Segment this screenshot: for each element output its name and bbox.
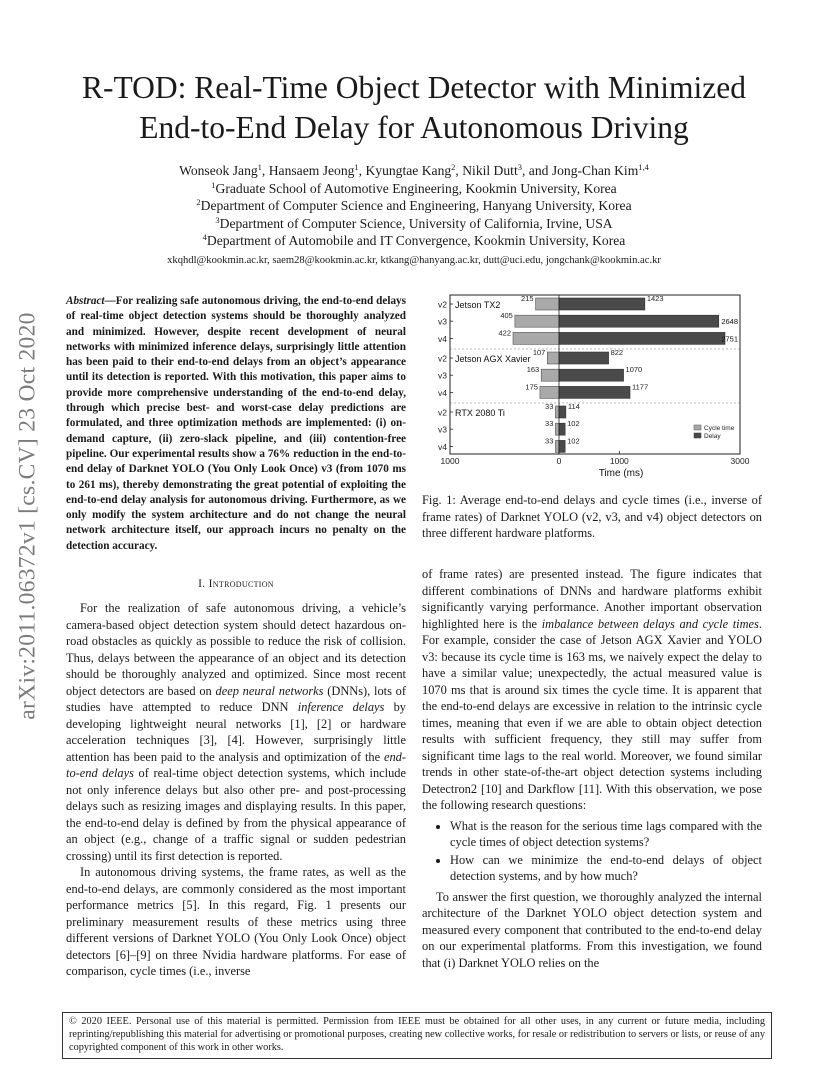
author-2: Hansaem Jeong$^1$, bbox=[268, 162, 366, 178]
cycle-time-bar bbox=[555, 440, 559, 452]
x-tick-label: 0 bbox=[556, 456, 562, 466]
delay-bar bbox=[559, 315, 719, 327]
legend-label-delay: Delay bbox=[704, 433, 721, 440]
cycle-time-label: 175 bbox=[525, 382, 538, 392]
cycle-time-bar bbox=[513, 332, 559, 344]
delay-label: 2751 bbox=[721, 334, 738, 344]
delay-label: 1177 bbox=[632, 382, 649, 392]
author-block bbox=[40, 162, 788, 269]
cycle-time-label: 107 bbox=[532, 348, 546, 357]
cycle-time-bar bbox=[541, 369, 559, 381]
author-1: Wonseok Jang$^1$, bbox=[179, 162, 269, 178]
affiliation-2: $^2$Department of Computer Science and Engineering, Hanyang University, Korea bbox=[196, 197, 632, 213]
delay-label: 102 bbox=[567, 436, 580, 446]
affiliation-3: $^3$Department of Computer Science, University of California, Irvine, USA bbox=[215, 214, 613, 231]
cycle-time-bar bbox=[555, 406, 559, 418]
right-paragraph-2: To answer the first question, we thoroughly analyzed the internal architecture of the Darknet YOLO object detection system and measured every component that contributed to the end-to-end delay on our experimental platforms. From this investigation, we found that (i) Darknet YOLO relies on the bbox=[422, 889, 762, 970]
x-tick-label: 1000 bbox=[609, 456, 629, 466]
delay-bar bbox=[559, 298, 645, 310]
cycle-time-label: 163 bbox=[526, 365, 540, 375]
delay-bar bbox=[559, 369, 624, 381]
y-tick-label: v4 bbox=[438, 441, 447, 452]
figure-1-caption: Fig. 1: Average end-to-end delays and cycle times (i.e., inverse of frame rates) of Darknet YOLO (v2, v3, and v4) object detectors on three different hardware platforms. bbox=[422, 493, 762, 540]
x-tick-label: 3000 bbox=[730, 456, 750, 466]
cycle-time-label: 405 bbox=[500, 311, 513, 321]
right-column bbox=[422, 566, 762, 971]
y-tick-label: v3 bbox=[438, 316, 447, 327]
paper-title bbox=[40, 68, 788, 148]
cycle-time-bar bbox=[536, 298, 559, 310]
delay-bar bbox=[559, 332, 725, 344]
cycle-time-bar bbox=[515, 315, 559, 327]
delay-label: 822 bbox=[610, 348, 624, 357]
cycle-time-label: 215 bbox=[521, 294, 534, 303]
intro-paragraph-1: For the realization of safe autonomous driving, a vehicle’s camera-based object detection system should detect hazardous on-road obstacles as quickly as possible to reduce the risk of collision. Thus, delays between the appearance of an object and its detection should be thoroughly analyzed and optimized. Since most recent object detectors are based on deep neural networks (DNNs), lots of studies have attempted to reduce DNN inference delays by developing lightweight neural networks [1], [2] or hardware acceleration techniques [3], [4]. However, surprisingly little attention has been paid to the analysis and optimization of the end-to-end delays of real-time object detection systems, which include not only inference delays but also other pre- and post-processing delays such as resizing images and displaying results. In this paper, the end-to-end delay is defined by from the physical appearance of an object (e.g., change of a traffic signal or sudden pedestrian crossing) until its first detection is reported. bbox=[66, 601, 407, 863]
delay-bar bbox=[559, 423, 565, 435]
group-label: RTX 2080 Ti bbox=[455, 408, 505, 418]
title-line-1: R-TOD: Real-Time Object Detector with Minimized bbox=[81, 70, 746, 105]
affiliation-1: $^1$Graduate School of Automotive Engineering, Kookmin University, Korea bbox=[211, 179, 617, 196]
copyright-notice: © 2020 IEEE. Personal use of this material is permitted. Permission from IEEE must be obtained for all other uses, in any current or future media, including reprinting/republishing this material for advertising or promotional purposes, creating new collective works, for resale or redistribution to servers or lists, or reuse of any copyrighted component of this work in other works. bbox=[62, 1012, 772, 1059]
legend-swatch-delay bbox=[694, 433, 701, 438]
cycle-time-bar bbox=[547, 352, 559, 364]
affiliation-4: $^4$Department of Automobile and IT Convergence, Kookmin University, Korea bbox=[202, 232, 626, 248]
cycle-time-bar bbox=[540, 386, 559, 398]
right-paragraph-1: of frame rates) are presented instead. The figure indicates that different combinations of DNNs and hardware platforms exhibit significantly varying performance. Another important observation highlighted here is the imbalance between delays and cycle times. For example, consider the case of Jetson AGX Xavier and YOLO v3: because its cycle time is 163 ms, we naively expect the delay to have a similar value; unexpectedly, the actual measured value is 1070 ms that is around six times the cycle time. It is apparent that the end-to-end delays are excessive in relation to the intrinsic cycle times, meaning that even if we are able to obtain object detection results with sufficient frequency, they still may suffer from significant time lags to the real world. Moreover, we found similar trends in other state-of-the-art object detection systems including Detectron2 [10] and Darkflow [11]. With this observation, we pose the following research questions: bbox=[422, 567, 762, 812]
y-tick-label: v2 bbox=[438, 353, 447, 364]
section-heading-introduction: I. Introduction bbox=[198, 577, 274, 591]
delay-label: 2648 bbox=[721, 317, 738, 327]
delay-bar bbox=[559, 406, 566, 418]
y-tick-label: v4 bbox=[438, 387, 447, 398]
delay-label: 102 bbox=[567, 419, 580, 429]
figure-1-chart bbox=[422, 286, 768, 478]
author-3: Kyungtae Kang$^2$, bbox=[365, 162, 463, 178]
abstract-label: Abstract bbox=[66, 295, 105, 307]
group-label: Jetson TX2 bbox=[455, 300, 501, 310]
cycle-time-label: 33 bbox=[545, 436, 554, 446]
research-questions bbox=[422, 818, 762, 885]
intro-paragraph-2: In autonomous driving systems, the frame rates, as well as the end-to-end delays, are commonly considered as the most important performance metrics [5]. In this regard, Fig. 1 presents our preliminary measurement results of these metrics using three different versions of Darknet YOLO (You Only Look Once) object detectors [6]–[9] on three Nvidia hardware platforms. For ease of comparison, cycle times (i.e., inverse bbox=[66, 865, 406, 979]
legend-label-cycle: Cycle time bbox=[704, 425, 735, 432]
delay-label: 1423 bbox=[646, 294, 664, 303]
author-4: Nikil Dutt$^3$, and bbox=[462, 162, 552, 178]
y-tick-label: v2 bbox=[438, 299, 447, 310]
abstract-text: —For realizing safe autonomous driving, the end-to-end delays of real-time object detection systems should be thoroughly analyzed and minimized. However, despite recent development of neural networks with minimized inference delays, surprisingly little attention has been paid to their end-to-end delays from an object’s appearance until its detection is reported. With this motivation, this paper aims to provide more comprehensive understanding of the end-to-end delay, through which precise best- and worst-case delay predictions are formulated, and three optimization methods are implemented: (i) on-demand capture, (ii) zero-slack pipeline, and (iii) contention-free pipeline. Our experimental results show a 76% reduction in the end-to-end delay of Darknet YOLO (You Only Look Once) v3 (from 1070 ms to 261 ms), thereby demonstrating the great potential of exploiting the end-to-end delay analysis for autonomous driving. Furthermore, as we only modify the system architecture and do not change the neural network architecture itself, our approach incurs no penalty on the detection accuracy. bbox=[66, 295, 406, 552]
title-line-2: End-to-End Delay for Autonomous Driving bbox=[139, 110, 689, 145]
y-tick-label: v4 bbox=[438, 333, 447, 344]
author-emails: xkqhdl@kookmin.ac.kr, saem28@kookmin.ac.kr, ktkang@hanyang.ac.kr, dutt@uci.edu, jongchank@kookmin.ac.kr bbox=[167, 254, 661, 266]
research-question-2: • How can we minimize the end-to-end delays of object detection systems, and by how much? bbox=[450, 852, 762, 885]
delay-bar bbox=[559, 440, 565, 452]
author-5: Jong-Chan Kim$^{1,4}$ bbox=[551, 162, 649, 178]
cycle-time-label: 33 bbox=[545, 402, 554, 411]
left-column bbox=[66, 294, 406, 980]
abstract bbox=[66, 294, 406, 554]
research-question-1: • What is the reason for the serious time lags compared with the cycle times of object detection systems? bbox=[450, 818, 762, 851]
delay-label: 114 bbox=[567, 402, 580, 411]
x-axis-title: Time (ms) bbox=[598, 468, 644, 478]
y-tick-label: v3 bbox=[438, 370, 447, 381]
delay-bar bbox=[559, 352, 609, 364]
cycle-time-bar bbox=[555, 423, 559, 435]
cycle-time-label: 33 bbox=[545, 419, 554, 429]
y-tick-label: v2 bbox=[438, 407, 447, 418]
x-tick-label: 1000 bbox=[440, 456, 460, 466]
group-label: Jetson AGX Xavier bbox=[455, 354, 531, 364]
arxiv-stamp-text: arXiv:2011.06372v1 [cs.CV] 23 Oct 2020 bbox=[14, 312, 41, 720]
cycle-time-label: 422 bbox=[498, 328, 512, 338]
author-names bbox=[40, 162, 788, 180]
delay-bar bbox=[559, 386, 630, 398]
y-tick-label: v3 bbox=[438, 424, 447, 435]
legend-swatch-cycle bbox=[694, 425, 701, 430]
delay-label: 1070 bbox=[625, 365, 643, 375]
arxiv-stamp bbox=[10, 258, 46, 774]
